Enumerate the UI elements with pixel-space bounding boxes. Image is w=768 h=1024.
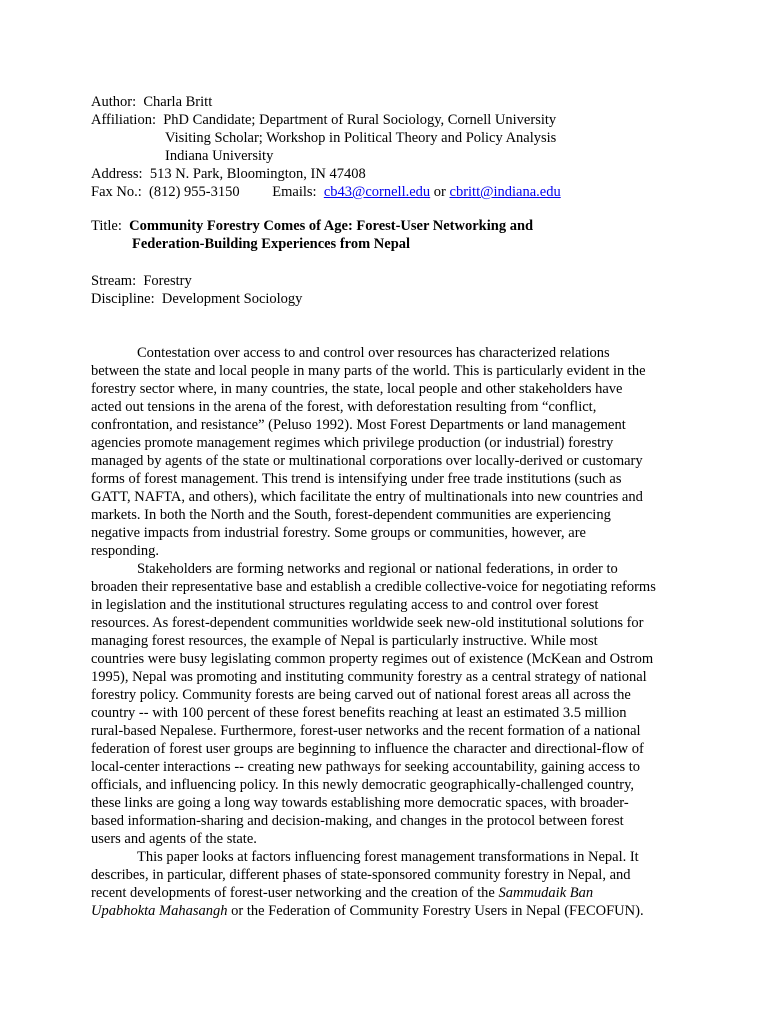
affiliation-line xyxy=(91,111,691,129)
paper-title-block xyxy=(91,217,691,253)
paragraph-line: describes, in particular, different phases of state-sponsored community forestry in Nepal, and xyxy=(91,867,631,883)
nepali-term-continued: Upabhokta Mahasangh xyxy=(91,903,228,919)
discipline-label: Discipline: xyxy=(91,291,155,307)
paragraph-line: GATT, NAFTA, and others), which facilitate the entry of multinationals into new countries and xyxy=(91,489,643,505)
paragraph-line: This paper looks at factors influencing forest management transformations in Nepal. It xyxy=(137,849,639,865)
affiliation-line-3: Indiana University xyxy=(165,148,274,164)
paragraph-line xyxy=(91,884,681,902)
address-text: 513 N. Park, Bloomington, IN 47408 xyxy=(149,166,366,182)
discipline-line xyxy=(91,290,691,308)
paragraph-line: users and agents of the state. xyxy=(91,831,257,847)
fax-number: (812) 955-3150 xyxy=(149,184,240,200)
affiliation-text: PhD Candidate; Department of Rural Sociology, Cornell University xyxy=(163,112,557,128)
paragraph-line: negative impacts from industrial forestry. Some groups or communities, however, are xyxy=(91,525,586,541)
paragraph-line: managed by agents of the state or multinational corporations over locally-derived or customary xyxy=(91,453,643,469)
stream-line xyxy=(91,272,691,290)
paper-title: Community Forestry Comes of Age: Forest-User Networking and xyxy=(129,218,534,234)
paper-title-continued: Federation-Building Experiences from Nepal xyxy=(132,236,411,252)
paragraph-line xyxy=(91,902,681,920)
paragraph-line: acted out tensions in the arena of the forest, with deforestation resulting from “conflict, xyxy=(91,399,597,415)
paragraph-3 xyxy=(91,848,681,920)
paragraph-line: responding. xyxy=(91,543,160,559)
paragraph-line: Stakeholders are forming networks and regional or national federations, in order to xyxy=(137,561,618,577)
paragraph-line: between the state and local people in many parts of the world. This is particularly evident in the xyxy=(91,363,646,379)
paragraph-line: managing forest resources, the example of Nepal is particularly instructive. While most xyxy=(91,633,598,649)
contact-line xyxy=(91,183,691,201)
stream-value: Forestry xyxy=(143,273,192,289)
paragraph-line: resources. As forest-dependent communities worldwide seek new-old institutional solutions for xyxy=(91,615,644,631)
paragraph-line: Contestation over access to and control over resources has characterized relations xyxy=(137,345,610,361)
paragraph-line: countries were busy legislating common property regimes out of existence (McKean and Ostrom xyxy=(91,651,654,667)
paragraph-line: forms of forest management. This trend is intensifying under free trade institutions (such as xyxy=(91,471,622,487)
paragraph-line: federation of forest user groups are beginning to influence the character and directional-flow of xyxy=(91,741,644,757)
email-link-cornell[interactable]: cb43@cornell.edu xyxy=(323,184,431,200)
paragraph-line: forestry sector where, in many countries, the state, local people and other stakeholders have xyxy=(91,381,623,397)
paragraph-line: rural-based Nepalese. Furthermore, forest-user networks and the recent formation of a national xyxy=(91,723,641,739)
nepali-term: Sammudaik Ban xyxy=(498,885,594,901)
email-connector: or xyxy=(433,184,446,200)
paragraph-line: markets. In both the North and the South, forest-dependent communities are experiencing xyxy=(91,507,611,523)
paragraph-line: these links are going a long way towards establishing more democratic spaces, with broader- xyxy=(91,795,629,811)
emails-label: Emails: xyxy=(272,184,317,200)
address-line xyxy=(91,165,691,183)
abstract-body xyxy=(91,344,681,920)
title-label: Title: xyxy=(91,218,122,234)
affiliation-label: Affiliation: xyxy=(91,112,156,128)
paragraph-line: local-center interactions -- creating new pathways for seeking accountability, gaining access to xyxy=(91,759,641,775)
author-info-block xyxy=(91,93,691,201)
author-label: Author: xyxy=(91,94,137,110)
paragraph-2 xyxy=(91,560,681,848)
paragraph-line: confrontation, and resistance” (Peluso 1992). Most Forest Departments or land management xyxy=(91,417,626,433)
address-label: Address: xyxy=(91,166,143,182)
author-name: Charla Britt xyxy=(143,94,213,110)
paragraph-line: forestry policy. Community forests are being carved out of national forest areas all across the xyxy=(91,687,631,703)
paragraph-text: recent developments of forest-user networking and the creation of the xyxy=(91,885,495,901)
paragraph-line: officials, and influencing policy. In this newly democratic geographically-challenged country, xyxy=(91,777,635,793)
fax-label: Fax No.: xyxy=(91,184,142,200)
affiliation-line-2: Visiting Scholar; Workshop in Political Theory and Policy Analysis xyxy=(165,130,557,146)
paragraph-line: broaden their representative base and establish a credible collective-voice for negotiating reforms xyxy=(91,579,656,595)
classification-block xyxy=(91,272,691,308)
paragraph-line: 1995), Nepal was promoting and instituting community forestry as a central strategy of national xyxy=(91,669,647,685)
paragraph-line: in legislation and the institutional structures regulating access to and control over forest xyxy=(91,597,599,613)
email-link-indiana[interactable]: cbritt@indiana.edu xyxy=(449,184,561,200)
paragraph-text: or the Federation of Community Forestry Users in Nepal (FECOFUN). xyxy=(231,903,644,919)
author-line xyxy=(91,93,691,111)
discipline-value: Development Sociology xyxy=(161,291,303,307)
title-line-1 xyxy=(91,217,691,235)
paragraph-line: agencies promote management regimes which privilege production (or industrial) forestry xyxy=(91,435,614,451)
paragraph-line: based information-sharing and decision-making, and changes in the protocol between forest xyxy=(91,813,624,829)
paragraph-line: country -- with 100 percent of these forest benefits reaching at least an estimated 3.5 million xyxy=(91,705,627,721)
stream-label: Stream: xyxy=(91,273,137,289)
paragraph-1 xyxy=(91,344,681,560)
